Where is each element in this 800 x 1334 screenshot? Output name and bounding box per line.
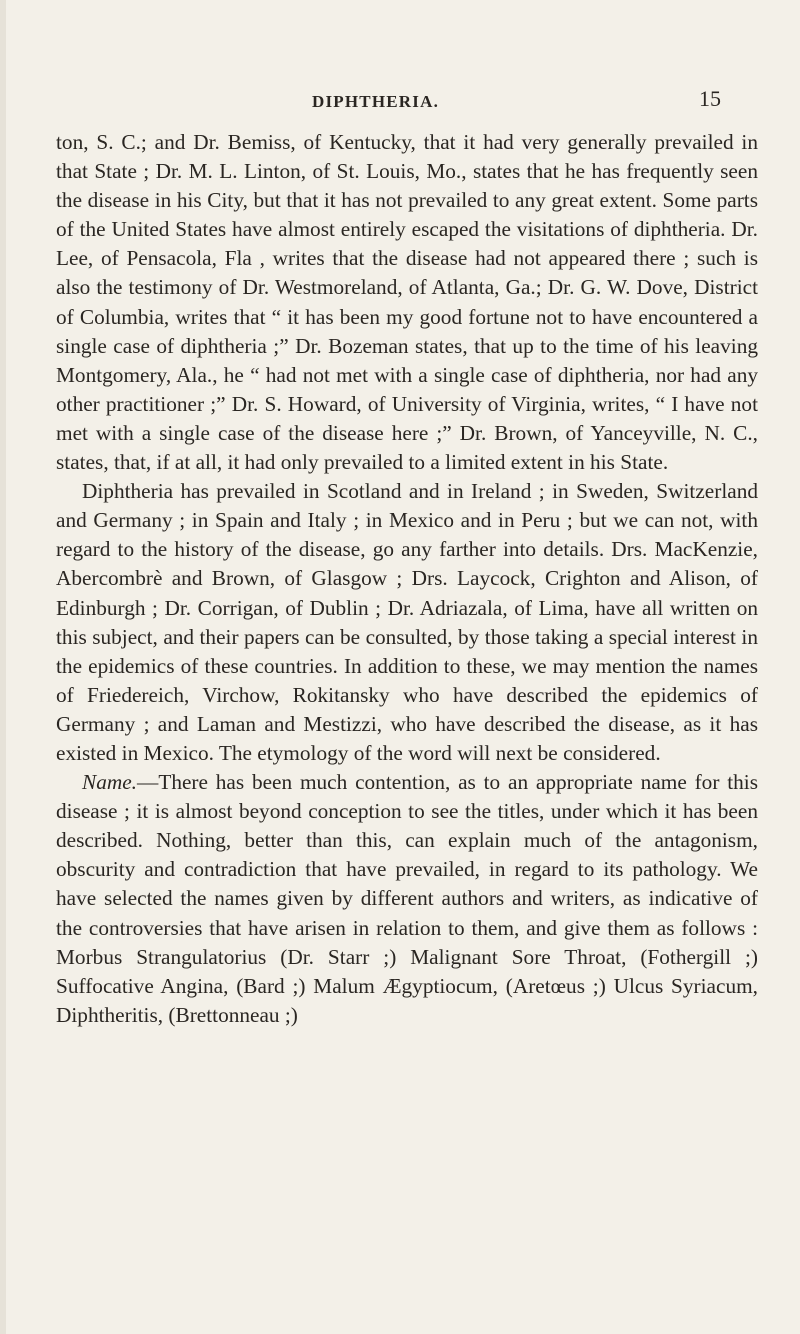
paragraph-countries: Diphtheria has prevailed in Scotland and in Ireland ; in Sweden, Switzerland and Germany ; in Spain and Italy ; in Mexico and in Peru ; but we can not, with regard to the history of the disease, go any farther into details. Drs. MacKenzie, Abercombrè and Brown, of Glasgow ; Drs. Laycock, Crighton and Alison, of Edinburgh ; Dr. Corrigan, of Dublin ; Dr. Adriazala, of Lima, have all written on this subject, and their papers can be consulted, by those taking a special interest in the epidemics of these countries. In addition to these, we may mention the names of Friedereich, Virchow, Rokitansky who have described the epidemics of Germany ; and Laman and Mestizzi, who have described the disease, as it has existed in Mexico. The etymology of the word will next be considered. xyxy=(56,479,758,765)
paragraph-name-text: —There has been much contention, as to an appropriate name for this disease ; it is almost beyond conception to see the titles, under which it has been described. Nothing, better than this, can explain much of the antagonism, obscurity and contradiction that have prevailed, in regard to its pathology. We have selected the names given by different authors and writers, as indicative of the controversies that have arisen in relation to them, and give them as follows : Morbus Strangulatorius (Dr. Starr ;) Malignant Sore Throat, (Fothergill ;) Suffocative Angina, (Bard ;) Malum Ægyptiocum, (Aretœus ;) Ulcus Syriacum, Diphtheritis, (Brettonneau ;) xyxy=(56,770,758,1027)
paragraph-name xyxy=(56,768,758,1030)
page-number: 15 xyxy=(699,86,721,111)
page-binding-edge xyxy=(0,0,6,1334)
running-title: DIPHTHERIA. xyxy=(312,92,440,111)
page-header xyxy=(0,86,800,116)
body-text xyxy=(56,128,758,1030)
paragraph-continuation: ton, S. C.; and Dr. Bemiss, of Kentucky, that it had very generally prevailed in that State ; Dr. M. L. Linton, of St. Louis, Mo., states that he has frequently seen the disease in his City, but that it has not prevailed to any great extent. Some parts of the United States have almost entirely escaped the visitations of diphtheria. Dr. Lee, of Pensacola, Fla , writes that the disease had not appeared there ; such is also the testimony of Dr. Westmoreland, of Atlanta, Ga.; Dr. G. W. Dove, District of Columbia, writes that “ it has been my good fortune not to have encountered a single case of diphtheria ;” Dr. Bozeman states, that up to the time of his leaving Montgomery, Ala., he “ had not met with a single case of diphtheria, nor had any other practitioner ;” Dr. S. Howard, of University of Virginia, writes, “ I have not met with a single case of the disease here ;” Dr. Brown, of Yanceyville, N. C., states, that, if at all, it had only prevailed to a limited extent in his State. xyxy=(56,130,758,475)
section-lead-name: Name. xyxy=(82,770,138,795)
